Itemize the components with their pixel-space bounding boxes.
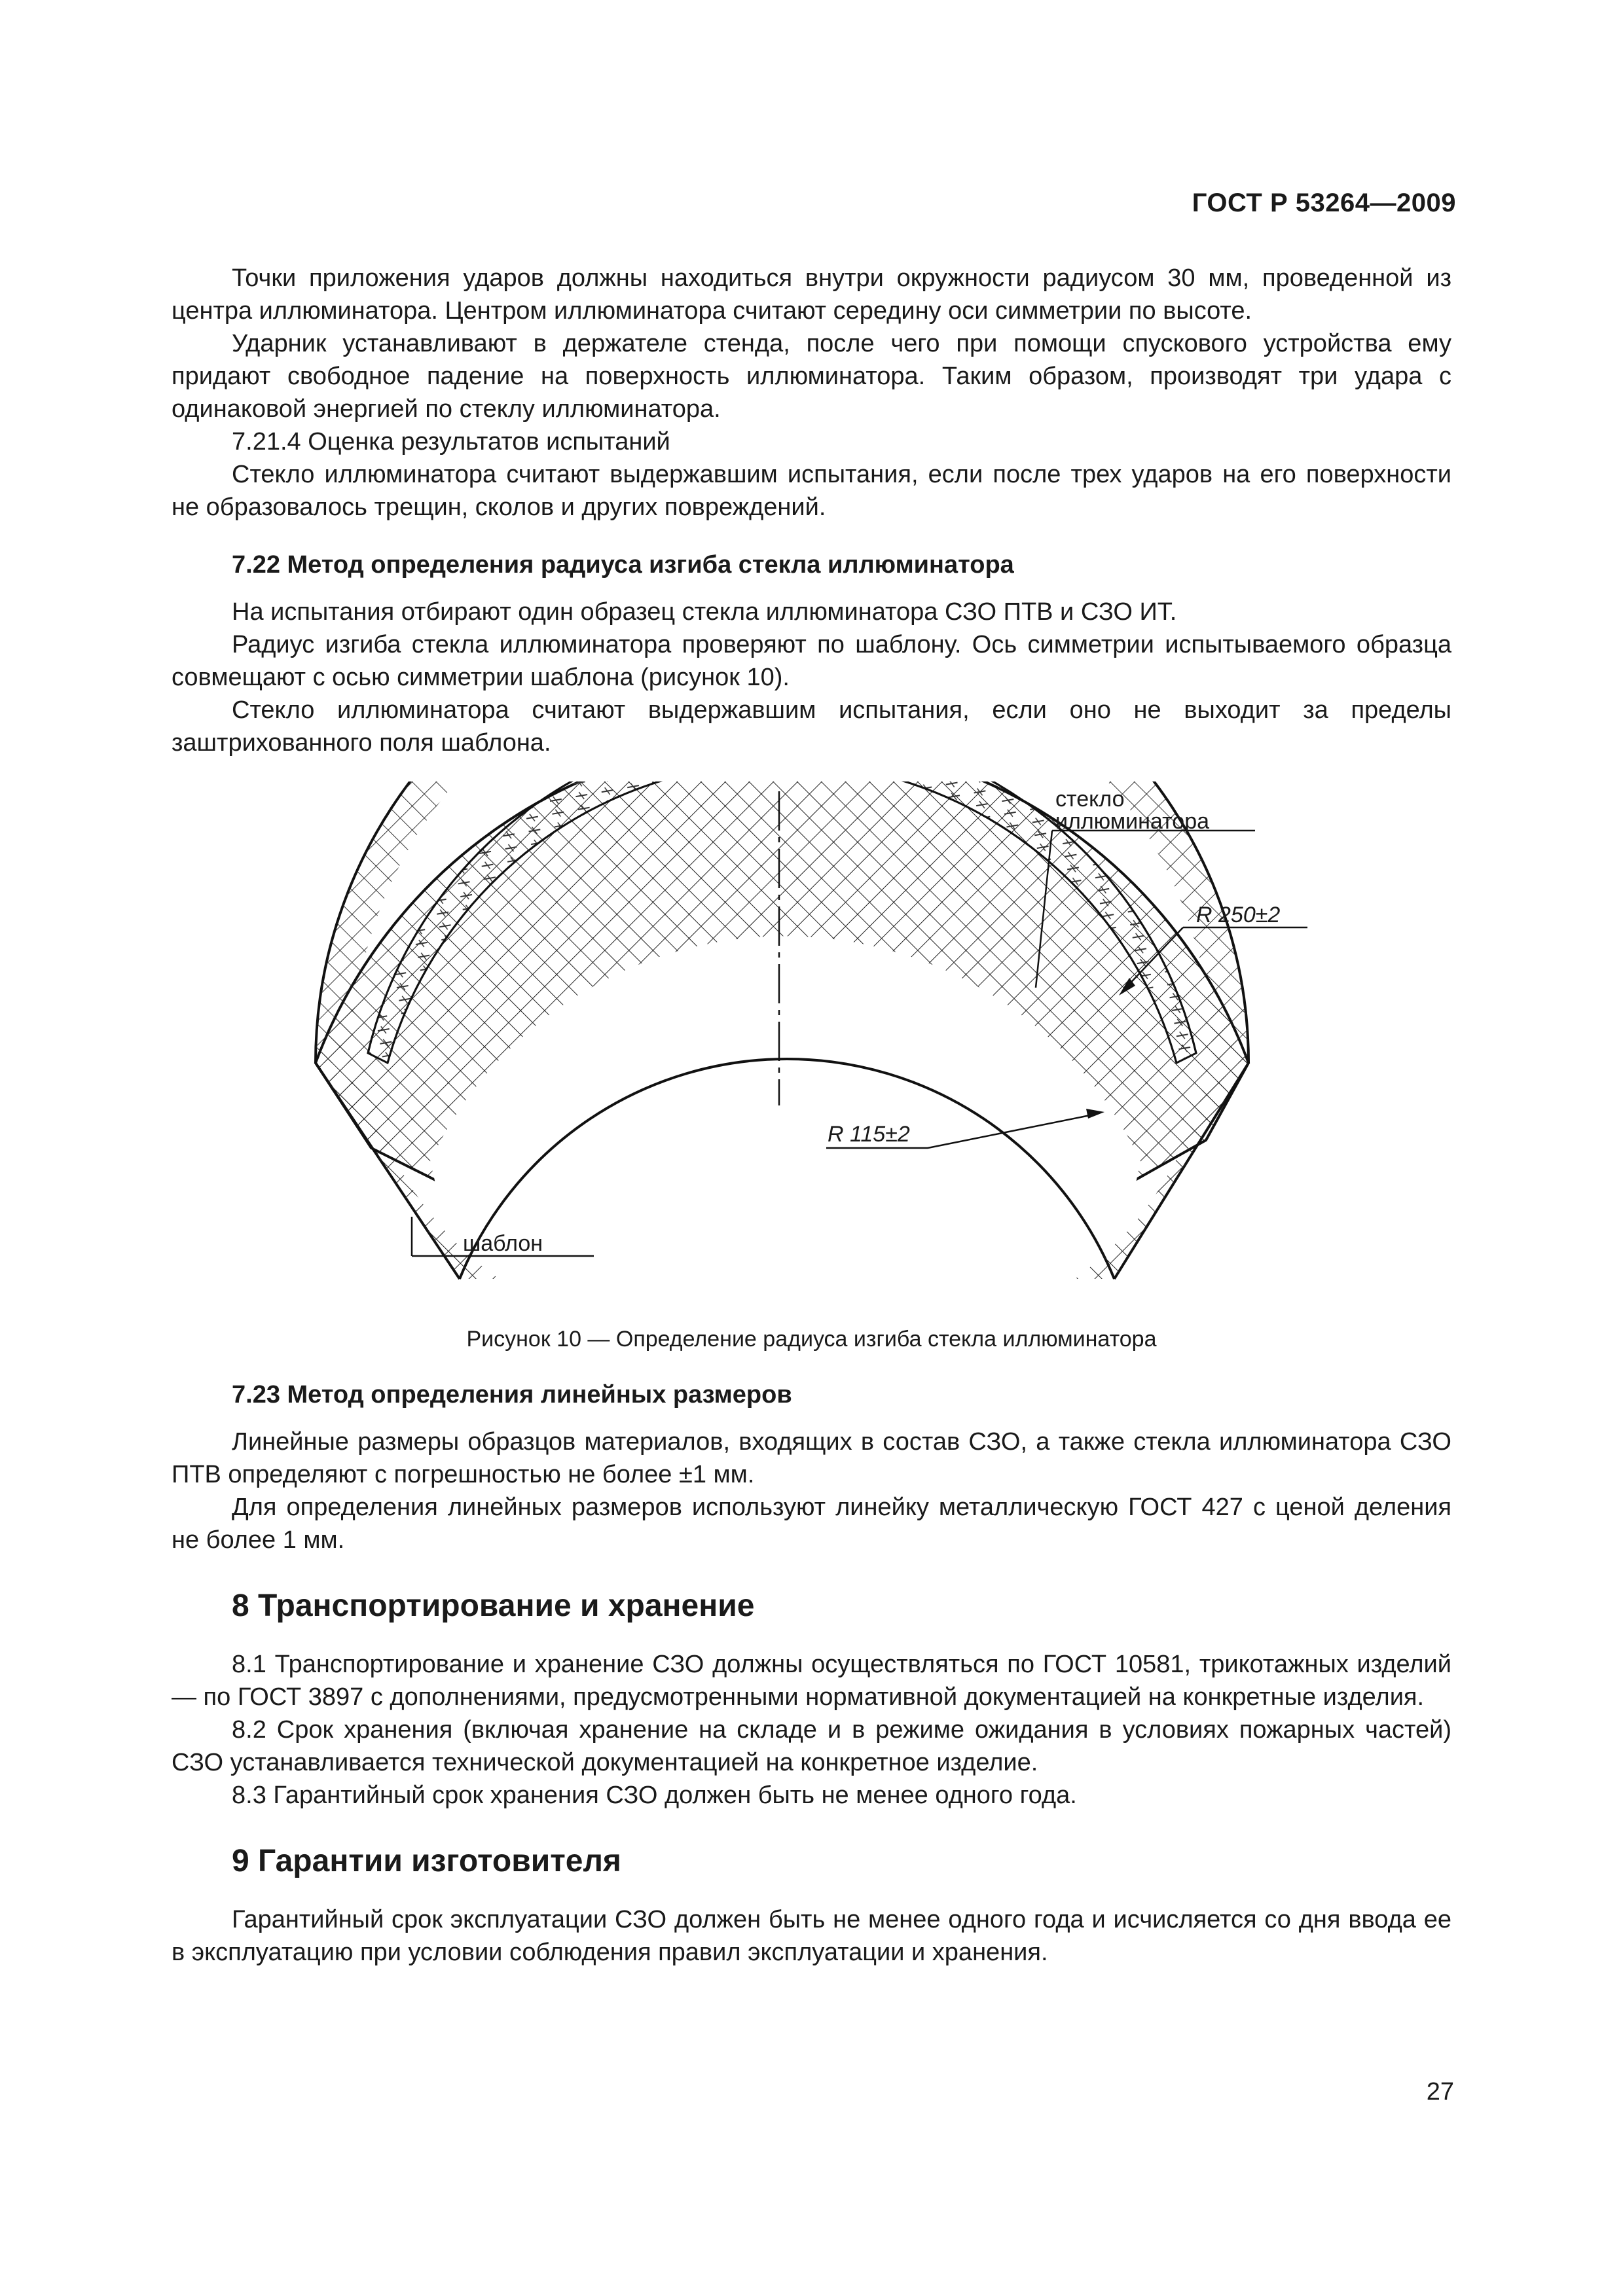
figure-10 xyxy=(172,781,1451,1299)
paragraph: Для определения линейных размеров используют линейку металлическую ГОСТ 427 с ценой деления не более 1 мм. xyxy=(172,1494,1451,1554)
bend-radius-template-drawing xyxy=(172,781,1451,1299)
paragraph: Стекло иллюминатора считают выдержавшим испытания, если после трех ударов на его поверхности не образовалось трещин, сколов и других повреждений. xyxy=(172,461,1451,521)
paragraph: 7.21.4 Оценка результатов испытаний xyxy=(232,428,670,456)
template-shape xyxy=(316,781,1249,1285)
paragraph: Ударник устанавливают в держателе стенда, после чего при помощи спускового устройства ему придают свободное падение на поверхность иллюминатора. Таким образом, производят три удара с одинаковой энергией по стеклу иллюминатора. xyxy=(172,330,1451,423)
paragraph: Стекло иллюминатора считают выдержавшим испытания, если оно не выходит за пределы заштрихованного поля шаблона. xyxy=(172,696,1451,757)
paragraph: 8.2 Срок хранения (включая хранение на складе и в режиме ожидания в условиях пожарных частей) СЗО устанавливается технической документацией на конкретное изделие. xyxy=(172,1716,1451,1776)
chapter-heading-9: 9 Гарантии изготовителя xyxy=(232,1844,621,1878)
figure-caption: Рисунок 10 — Определение радиуса изгиба стекла иллюминатора xyxy=(466,1327,1157,1352)
paragraph: 8.3 Гарантийный срок хранения СЗО должен быть не менее одного года. xyxy=(232,1782,1077,1809)
standard-code-header: ГОСТ Р 53264—2009 xyxy=(1192,188,1456,217)
glass-label-line1: стекло xyxy=(1055,787,1125,812)
section-heading-7-22: 7.22 Метод определения радиуса изгиба стекла иллюминатора xyxy=(232,551,1014,579)
paragraph: Точки приложения ударов должны находиться внутри окружности радиусом 30 мм, проведенной из центра иллюминатора. Центром иллюминатора считают середину оси симметрии по высоте. xyxy=(172,264,1451,325)
template-label: шаблон xyxy=(463,1231,543,1256)
paragraph: Линейные размеры образцов материалов, входящих в состав СЗО, а также стекла иллюминатора СЗО ПТВ определяют с погрешностью не более ±1 мм. xyxy=(172,1428,1451,1488)
page-content xyxy=(172,262,1451,1969)
paragraph: На испытания отбирают один образец стекла иллюминатора СЗО ПТВ и СЗО ИТ. xyxy=(232,598,1177,626)
outer-radius-label: R 250±2 xyxy=(1196,903,1281,927)
paragraph: Гарантийный срок эксплуатации СЗО должен быть не менее одного года и исчисляется со дня ввода ее в эксплуатацию при условии соблюдения правил эксплуатации и хранения. xyxy=(172,1906,1451,1966)
paragraph: Радиус изгиба стекла иллюминатора проверяют по шаблону. Ось симметрии испытываемого образца совмещают с осью симметрии шаблона (рисунок 10). xyxy=(172,631,1451,691)
chapter-heading-8: 8 Транспортирование и хранение xyxy=(232,1588,755,1623)
section-heading-7-23: 7.23 Метод определения линейных размеров xyxy=(232,1381,792,1408)
inner-radius-label: R 115±2 xyxy=(828,1122,910,1147)
page-number: 27 xyxy=(1426,2078,1454,2106)
paragraph: 8.1 Транспортирование и хранение СЗО должны осуществляться по ГОСТ 10581, трикотажных изделий — по ГОСТ 3897 с дополнениями, предусмотренными нормативной документацией на конкретные изделия. xyxy=(172,1651,1451,1711)
glass-label-line2: иллюминатора xyxy=(1055,809,1210,834)
